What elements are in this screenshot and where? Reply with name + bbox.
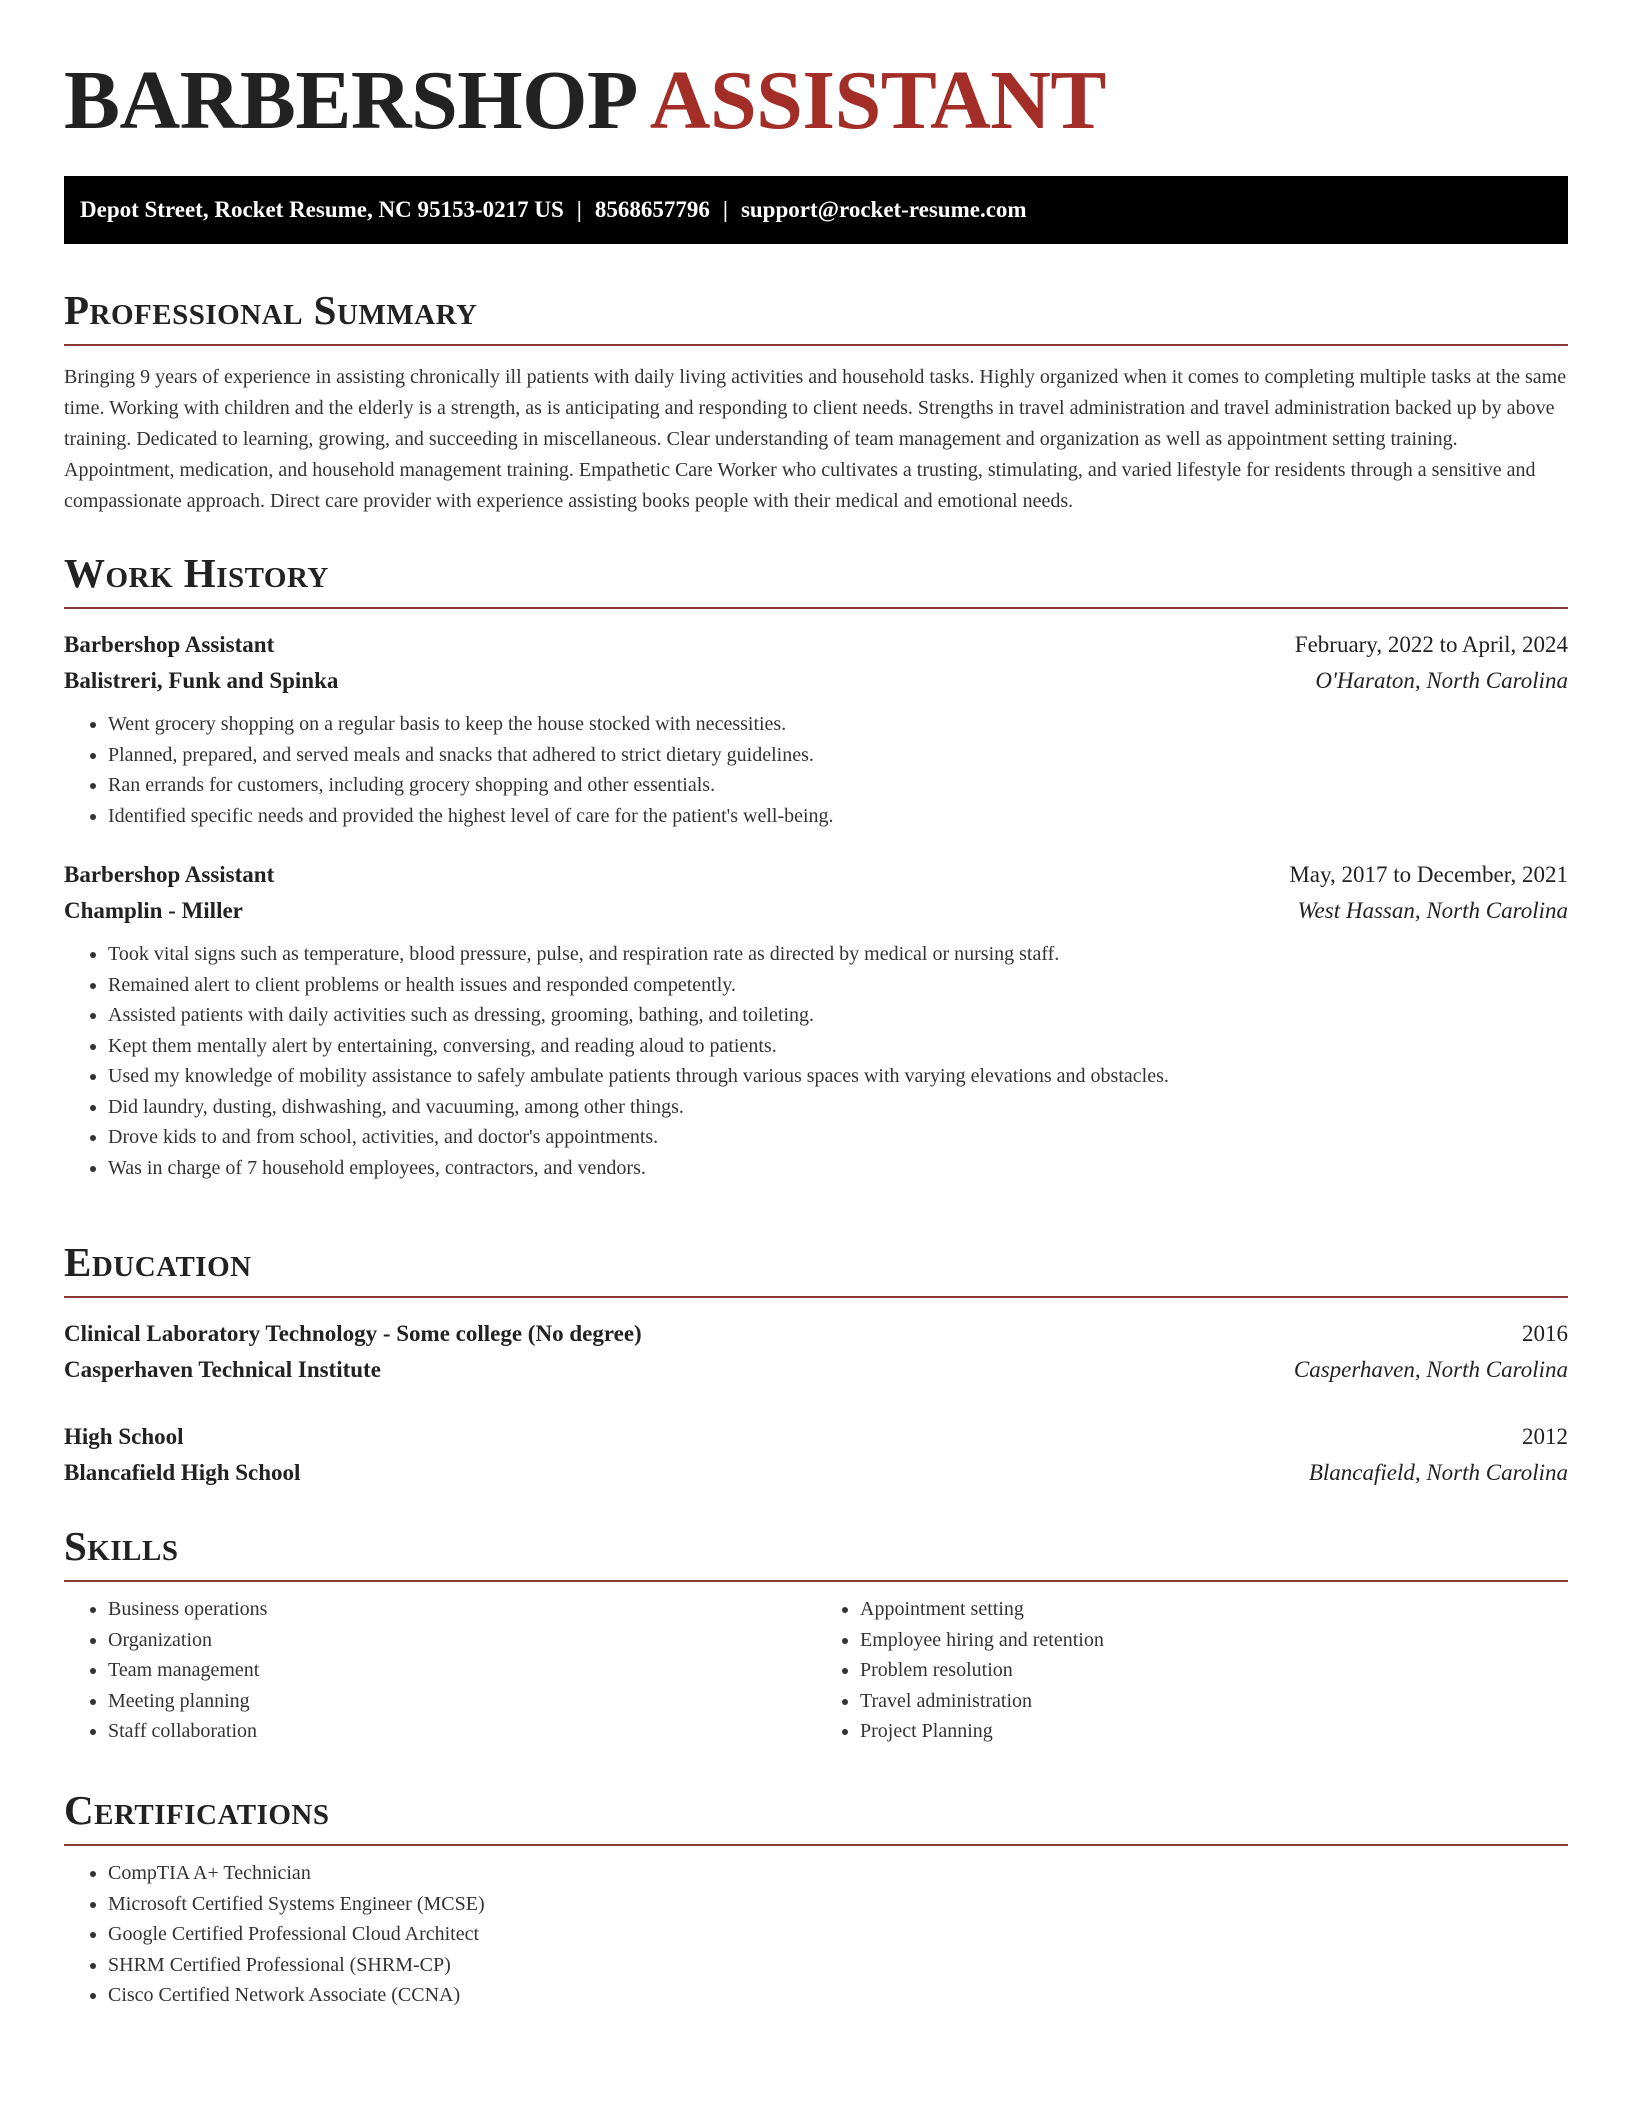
list-item: • Identified specific needs and provided the highest level of care for the patient's well-being. [108,801,1568,832]
certifications-section [64,1784,1568,2011]
job-position: Barbershop Assistant [64,862,275,887]
section-title: Professional Summary [64,287,478,333]
name-first: BARBERSHOP [64,54,638,147]
list-item: • Business operations [108,1594,816,1625]
education-location: Casperhaven, North Carolina [1293,1357,1568,1382]
education-location: Blancafield, North Carolina [1308,1460,1568,1485]
summary-text: Bringing 9 years of experience in assisting chronically ill patients with daily living activities and household tasks. Highly organized when it comes to completing multiple tasks at the same time. Working with children and the elderly is a strength, as is anticipating and responding to client needs. Strengths in travel administration and travel administration backed up by above training. Dedicated to learning, growing, and succeeding in miscellaneous. Clear understanding of team management and organization as well as appointment setting training. Appointment, medication, and household management training. Empathetic Care Worker who cultivates a trusting, stimulating, and varied lifestyle for residents through a sensitive and compassionate approach. Direct care provider with experience assisting books people with their medical and emotional needs. [64,366,1567,512]
contact-address: Depot Street, Rocket Resume, NC 95153-0217 US [80,197,564,222]
list-item: • Went grocery shopping on a regular basis to keep the house stocked with necessities. [108,709,1568,740]
education-degree: Clinical Laboratory Technology - Some college (No degree) [64,1321,642,1346]
contact-bar [64,176,1568,244]
list-item: • Meeting planning [108,1686,816,1717]
list-item: • Ran errands for customers, including grocery shopping and other essentials. [108,770,1568,801]
education-entry [64,1316,1568,1388]
list-item: • Kept them mentally alert by entertaining, conversing, and reading aloud to patients. [108,1031,1568,1062]
list-item: • Microsoft Certified Systems Engineer (MCSE) [108,1889,1568,1920]
education-degree: High School [64,1424,184,1449]
job-bullets [64,939,1568,1183]
list-item: • Did laundry, dusting, dishwashing, and vacuuming, among other things. [108,1092,1568,1123]
summary-section [64,284,1568,517]
work-history-section [64,547,1568,1183]
section-divider [64,1844,1568,1846]
section-title: Certifications [64,1787,330,1833]
job-location: O'Haraton, North Carolina [1315,668,1568,693]
list-item: • Staff collaboration [108,1716,816,1747]
skills-section [64,1520,1568,1747]
resume-name [64,0,1568,146]
contact-phone: 8568657796 [594,197,710,222]
job-location: West Hassan, North Carolina [1297,898,1568,923]
list-item: • SHRM Certified Professional (SHRM-CP) [108,1950,1568,1981]
list-item: • Took vital signs such as temperature, blood pressure, pulse, and respiration rate as directed by medical or nursing staff. [108,939,1568,970]
list-item: • Planned, prepared, and served meals and snacks that adhered to strict dietary guidelines. [108,740,1568,771]
list-item: • Organization [108,1625,816,1656]
education-school: Casperhaven Technical Institute [64,1357,381,1382]
list-item: • Travel administration [860,1686,1568,1717]
education-section [64,1236,1568,1491]
skills-list-right [816,1594,1568,1747]
list-item: • Was in charge of 7 household employees, contractors, and vendors. [108,1153,1568,1184]
list-item: • Remained alert to client problems or health issues and responded competently. [108,970,1568,1001]
list-item: • Employee hiring and retention [860,1625,1568,1656]
section-title: Education [64,1239,252,1285]
list-item: • Used my knowledge of mobility assistance to safely ambulate patients through various spaces with varying elevations and obstacles. [108,1061,1568,1092]
contact-separator: | [722,197,728,222]
job-entry [64,627,1568,831]
section-divider [64,607,1568,609]
skills-list-left [64,1594,816,1747]
resume-page [64,0,1568,2006]
skills-columns [64,1594,1568,1747]
job-dates: February, 2022 to April, 2024 [1294,632,1568,657]
list-item: • Problem resolution [860,1655,1568,1686]
education-school: Blancafield High School [64,1460,301,1485]
section-title: Work History [64,550,329,596]
job-entry [64,857,1568,1183]
list-item: • Cisco Certified Network Associate (CCNA) [108,1980,1568,2011]
education-year: 2012 [1522,1424,1568,1449]
name-last: ASSISTANT [649,54,1106,147]
certifications-list [64,1858,1568,2011]
section-divider [64,344,1568,346]
education-entry [64,1419,1568,1491]
contact-email: support@rocket-resume.com [740,197,1027,222]
list-item: • CompTIA A+ Technician [108,1858,1568,1889]
job-bullets [64,709,1568,831]
list-item: • Team management [108,1655,816,1686]
list-item: • Assisted patients with daily activities such as dressing, grooming, bathing, and toileting. [108,1000,1568,1031]
job-dates: May, 2017 to December, 2021 [1289,862,1568,887]
job-company: Balistreri, Funk and Spinka [64,668,339,693]
education-year: 2016 [1522,1321,1568,1346]
list-item: • Google Certified Professional Cloud Architect [108,1919,1568,1950]
section-divider [64,1296,1568,1298]
list-item: • Appointment setting [860,1594,1568,1625]
job-company: Champlin - Miller [64,898,243,923]
job-position: Barbershop Assistant [64,632,275,657]
list-item: • Drove kids to and from school, activities, and doctor's appointments. [108,1122,1568,1153]
contact-separator: | [576,197,582,222]
list-item: • Project Planning [860,1716,1568,1747]
section-divider [64,1580,1568,1582]
section-title: Skills [64,1523,179,1569]
